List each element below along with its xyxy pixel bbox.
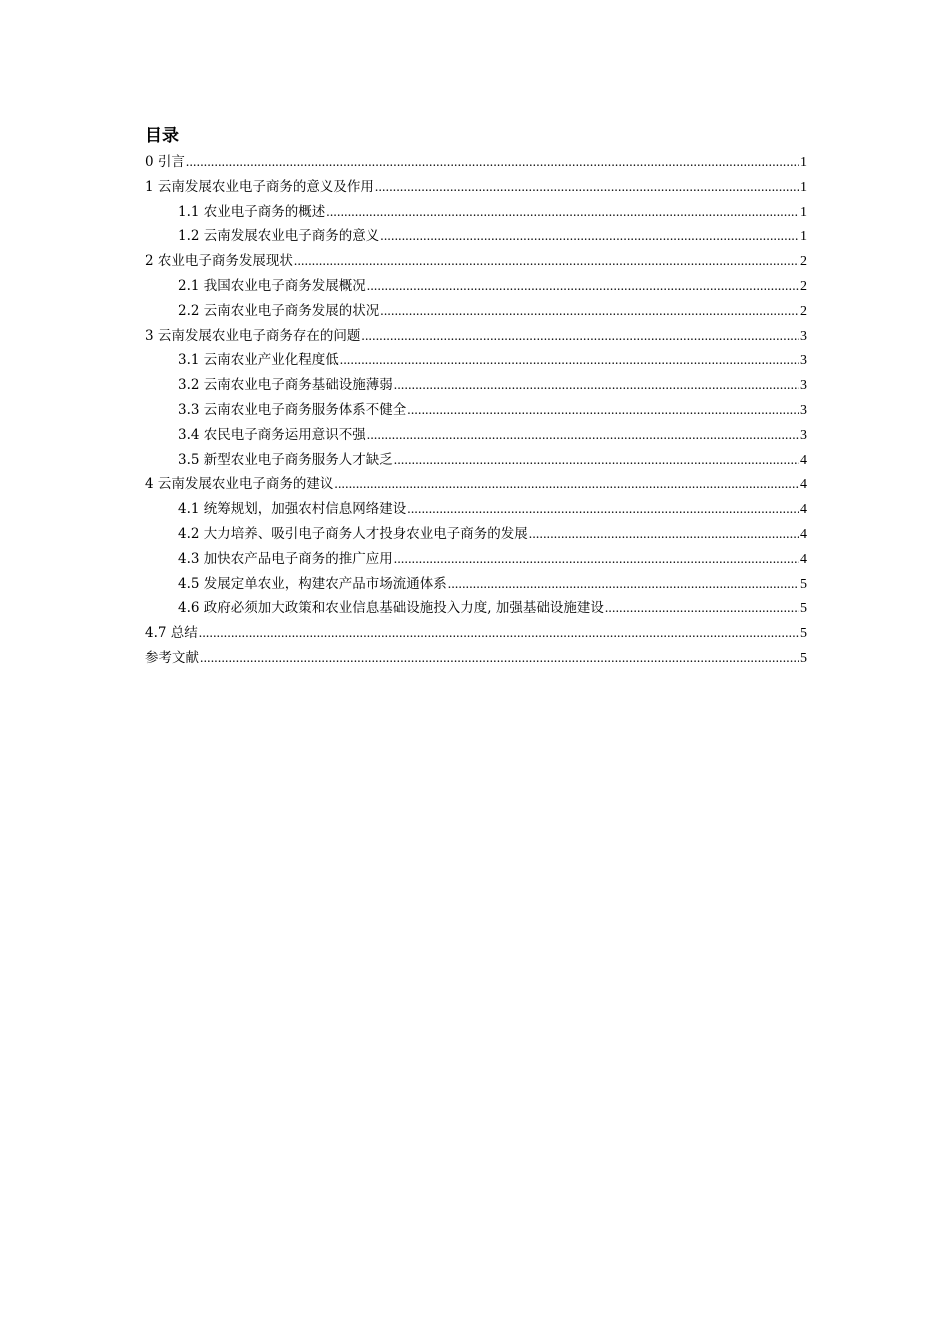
toc-entry[interactable]	[145, 200, 807, 225]
toc-page-number: 3	[800, 402, 807, 418]
toc-page-number: 3	[800, 328, 807, 344]
toc-page-number: 4	[800, 477, 807, 493]
toc-entry-title: 4.1 统筹规划，加强农村信息网络建设	[178, 501, 407, 518]
toc-entry[interactable]	[145, 572, 807, 597]
toc-page-number: 2	[800, 303, 807, 319]
dot-leader	[380, 224, 799, 249]
toc-entry[interactable]	[145, 596, 807, 621]
dot-leader	[367, 274, 799, 299]
toc-entry[interactable]	[145, 249, 807, 274]
toc-entry[interactable]	[145, 299, 807, 324]
toc-page-number: 4	[800, 526, 807, 542]
toc-entry-title: 4.5 发展定单农业，构建农产品市场流通体系	[178, 575, 447, 592]
toc-entry-title: 3.1 云南农业产业化程度低	[178, 352, 339, 369]
dot-leader	[326, 200, 799, 225]
toc-entry-title: 3 云南发展农业电子商务存在的问题	[145, 327, 361, 344]
toc-entry[interactable]	[145, 398, 807, 423]
toc-entry-title: 4.2 大力培养、吸引电子商务人才投身农业电子商务的发展	[178, 525, 528, 542]
toc-entry[interactable]	[145, 373, 807, 398]
toc-page-number: 3	[800, 353, 807, 369]
toc-entry[interactable]	[145, 348, 807, 373]
toc-page-number: 5	[800, 650, 807, 666]
toc-page-number: 5	[800, 626, 807, 642]
toc-page-number: 3	[800, 427, 807, 443]
toc-page-number: 2	[800, 254, 807, 270]
toc-entry[interactable]	[145, 646, 807, 671]
toc-entry[interactable]	[145, 472, 807, 497]
dot-leader	[407, 497, 799, 522]
toc-entry-title: 2 农业电子商务发展现状	[145, 253, 293, 270]
toc-page-number: 4	[800, 452, 807, 468]
toc-entry[interactable]	[145, 150, 807, 175]
toc-entry[interactable]	[145, 522, 807, 547]
dot-leader	[361, 324, 799, 349]
dot-leader	[394, 373, 799, 398]
toc-page-number: 1	[800, 179, 807, 195]
dot-leader	[199, 621, 799, 646]
toc-entry-title: 3.3 云南农业电子商务服务体系不健全	[178, 401, 407, 418]
toc-page-number: 5	[800, 601, 807, 617]
dot-leader	[394, 448, 799, 473]
toc-entry-title: 1.2 云南发展农业电子商务的意义	[178, 228, 380, 245]
toc-entry-title: 参考文献	[145, 649, 199, 666]
dot-leader	[340, 348, 799, 373]
dot-leader	[529, 522, 799, 547]
toc-entry-title: 4 云南发展农业电子商务的建议	[145, 476, 334, 493]
toc-page-number: 1	[800, 229, 807, 245]
toc-entry[interactable]	[145, 497, 807, 522]
toc-page-number: 1	[800, 155, 807, 170]
dot-leader	[448, 572, 799, 597]
toc-list	[145, 150, 807, 671]
toc-entry-title: 0 引言	[145, 154, 185, 170]
toc-entry[interactable]	[145, 274, 807, 299]
dot-leader	[380, 299, 799, 324]
dot-leader	[375, 175, 799, 200]
toc-entry[interactable]	[145, 175, 807, 200]
toc-entry-title: 3.4 农民电子商务运用意识不强	[178, 426, 366, 443]
toc-title: 目录	[145, 126, 179, 146]
dot-leader	[394, 547, 799, 572]
dot-leader	[200, 646, 799, 671]
toc-entry-title: 4.6 政府必须加大政策和农业信息基础设施投入力度, 加强基础设施建设	[178, 600, 604, 617]
dot-leader	[605, 596, 799, 621]
toc-entry-title: 3.5 新型农业电子商务服务人才缺乏	[178, 451, 393, 468]
toc-entry-title: 2.1 我国农业电子商务发展概况	[178, 277, 366, 294]
dot-leader	[294, 249, 799, 274]
toc-entry[interactable]	[145, 621, 807, 646]
toc-entry-title: 1 云南发展农业电子商务的意义及作用	[145, 178, 374, 195]
toc-entry[interactable]	[145, 448, 807, 473]
dot-leader	[186, 150, 799, 175]
dot-leader	[367, 423, 799, 448]
toc-entry[interactable]	[145, 224, 807, 249]
toc-entry[interactable]	[145, 423, 807, 448]
toc-page-number: 5	[800, 576, 807, 592]
toc-entry[interactable]	[145, 324, 807, 349]
toc-page-number: 4	[800, 551, 807, 567]
toc-page-number: 4	[800, 502, 807, 518]
toc-page-number: 1	[800, 204, 807, 220]
toc-page-number: 2	[800, 278, 807, 294]
toc-entry-title: 1.1 农业电子商务的概述	[178, 203, 326, 220]
dot-leader	[407, 398, 799, 423]
toc-entry[interactable]	[145, 547, 807, 572]
toc-entry-title: 2.2 云南农业电子商务发展的状况	[178, 302, 380, 319]
toc-entry-title: 4.3 加快农产品电子商务的推广应用	[178, 550, 393, 567]
toc-page-number: 3	[800, 378, 807, 394]
toc-entry-title: 3.2 云南农业电子商务基础设施薄弱	[178, 377, 393, 394]
dot-leader	[334, 472, 799, 497]
toc-entry-title: 4.7 总结	[145, 625, 198, 642]
